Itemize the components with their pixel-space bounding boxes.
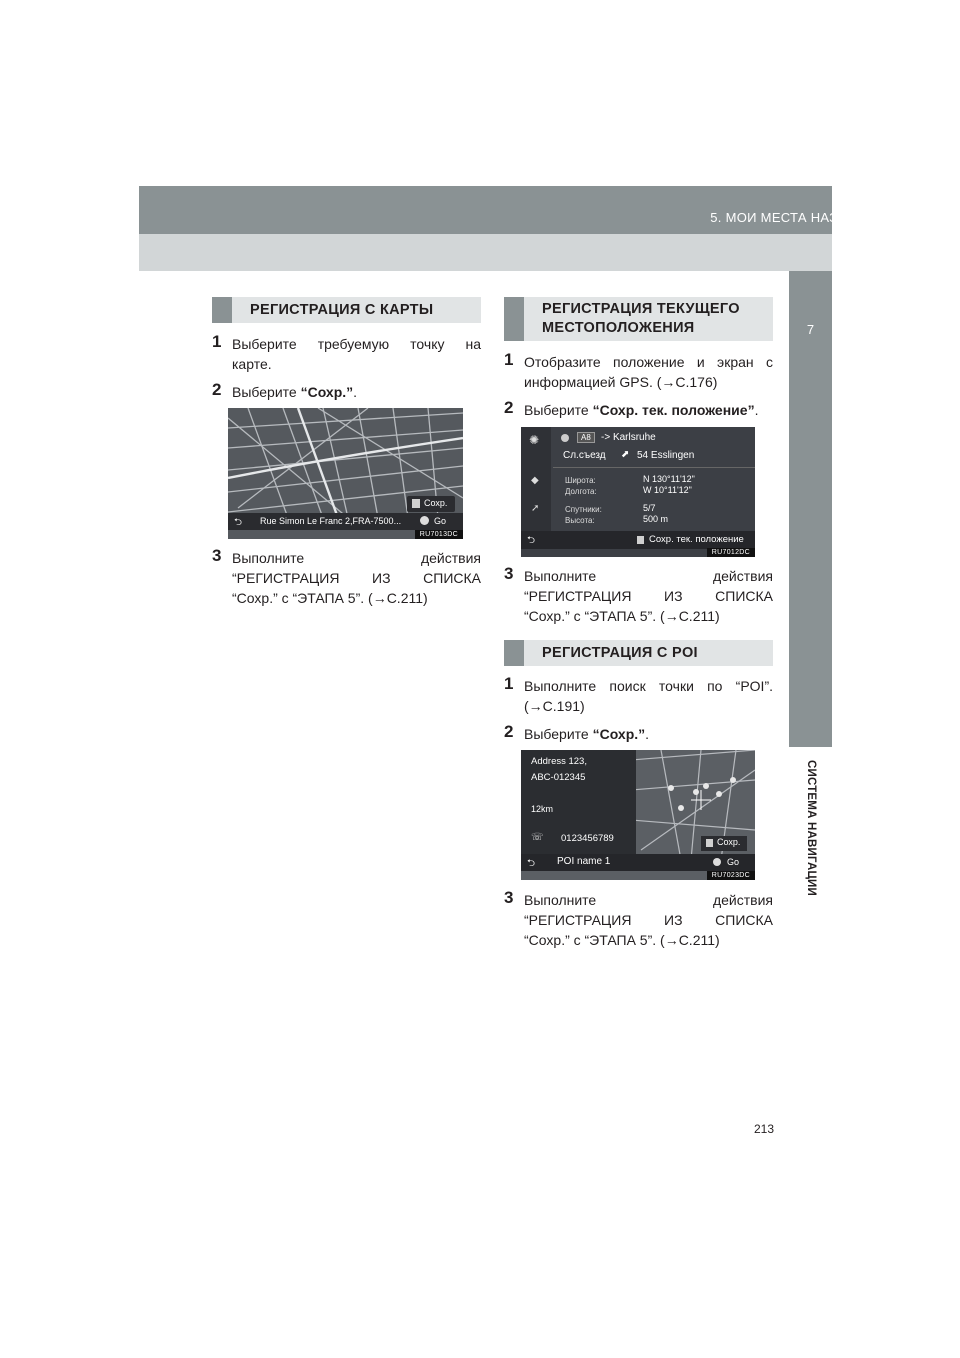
navigate-icon [420,516,429,525]
step-number: 2 [504,398,514,417]
route-icon [561,434,569,442]
floppy-icon [412,499,420,508]
step-number: 2 [212,380,222,399]
poi-address-line2: ABC-012345 [531,772,586,783]
back-icon[interactable]: ⮌ [527,535,536,546]
step-2: 2 Выберите “Сохр.”. [212,380,358,400]
step-3: 3 Выполните действия “РЕГИСТРАЦИЯ ИЗ СПИСКА “Сохр.” с “ЭТАПА 5”. (→С.211) [504,564,773,624]
satellite-icon: ✺ [529,433,540,447]
header-band [139,234,832,271]
floppy-icon [706,839,713,847]
step-2: 2 Выберите “Сохр. тек. положение”. [504,398,759,418]
section-title: РЕГИСТРАЦИЯ С POI [542,644,698,661]
save-label: “Сохр.” [592,726,646,742]
save-label: “Сохр.” [300,384,354,400]
signal-icon: ➚ [531,503,540,514]
figure-code: RU7013DC [415,530,463,539]
poi-bottom-bar [521,854,755,871]
step-1: 1 Выполните поиск точки по “POI”. (→С.191) [504,674,773,714]
gps-info-screenshot: ✺ ◆ ➚ A8 -> Karlsruhe Сл.съезд ⬈ 54 Esslingen Широта: N 130°11'12" Долгота: W 10°11'12" Спутники: 5/7 Высота: 500 m ⮌ Сохр. тек. положение RU7012DC [521,427,755,557]
step-1: 1 Отобразите положение и экран с информацией GPS. (→С.176) [504,350,773,390]
map-screenshot [228,408,463,539]
save-button[interactable]: Сохр. [701,836,747,851]
poi-distance: 12km [531,804,554,814]
satellites-value: 5/7 [643,503,656,513]
chapter-title: 5. МОИ МЕСТА НАЗНАЧЕНИЯ [710,210,902,225]
navigate-icon [713,858,721,866]
go-button[interactable]: Go [434,516,447,526]
poi-address-line1: Address 123, [531,756,587,767]
phone-icon[interactable]: ☏ [531,832,544,843]
save-position-label: “Сохр. тек. положение” [592,402,755,418]
road-badge: A8 [577,432,595,443]
step-number: 3 [504,888,514,907]
step-number: 1 [504,350,514,369]
poi-screenshot [521,750,755,880]
exit-icon: ⬈ [621,449,630,460]
figure-code: RU7023DC [707,871,755,880]
section-header-current-position [504,297,773,341]
save-position-button[interactable]: Сохр. тек. положение [649,534,744,545]
longitude-value: W 10°11'12" [643,485,692,495]
step-number: 2 [504,722,514,741]
step-number: 1 [212,332,222,351]
gps-bottom-bar [521,531,755,549]
step-number: 3 [504,564,514,583]
step-2: 2 Выберите “Сохр.”. [504,722,650,742]
destination: -> Karlsruhe [601,432,656,443]
back-icon[interactable]: ⮌ [234,517,243,528]
address-text: Rue Simon Le Franc 2,FRA-7500... [260,516,402,526]
poi-phone[interactable]: 0123456789 [561,833,614,844]
go-button[interactable]: Go [727,857,740,867]
step-number: 1 [504,674,514,693]
gps-sidebar [521,427,551,531]
section-header-map [212,297,481,323]
floppy-icon [637,536,644,544]
page-number: 213 [753,1122,774,1136]
chapter-label: СИСТЕМА НАВИГАЦИИ [805,760,817,896]
altitude-value: 500 m [643,514,669,524]
step-1: 1 Выберите требуемую точку на карте. [212,332,481,372]
chapter-number: 7 [806,322,815,337]
step-3: 3 Выполните действия “РЕГИСТРАЦИЯ ИЗ СПИСКА “Сохр.” с “ЭТАПА 5”. (→С.211) [212,546,481,606]
section-header-poi [504,640,773,666]
section-title: РЕГИСТРАЦИЯ ТЕКУЩЕГО МЕСТОПОЛОЖЕНИЯ [542,301,740,336]
section-title: РЕГИСТРАЦИЯ С КАРТЫ [250,301,434,318]
latitude-value: N 130°11'12" [643,474,695,484]
save-button[interactable]: Сохр. [407,496,455,512]
back-icon[interactable]: ⮌ [527,858,536,869]
chapter-tab [789,271,832,747]
address-bar [228,513,463,530]
poi-info-panel [521,750,636,854]
step-number: 3 [212,546,222,565]
figure-code: RU7012DC [707,548,755,557]
position-icon: ◆ [531,475,539,486]
poi-name: POI name 1 [557,856,611,867]
exit-value: 54 Esslingen [637,450,695,461]
step-3: 3 Выполните действия “РЕГИСТРАЦИЯ ИЗ СПИСКА “Сохр.” с “ЭТАПА 5”. (→С.211) [504,888,773,948]
